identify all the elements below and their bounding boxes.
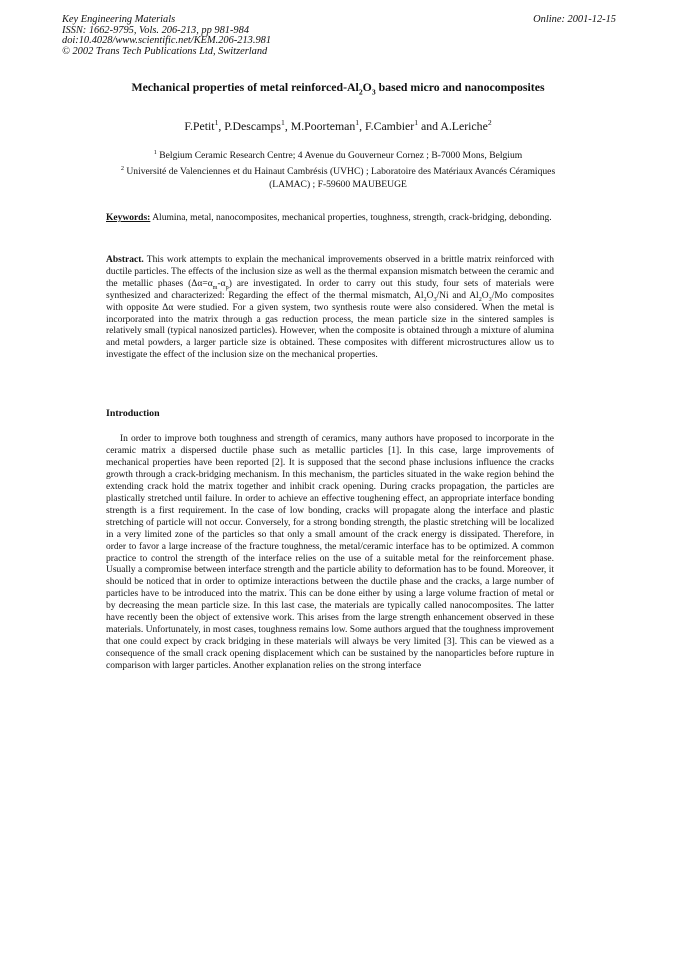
section-heading-introduction: Introduction — [106, 408, 160, 419]
author-affiliation-mark: 1 — [355, 118, 360, 128]
author: P.Descamps — [224, 119, 281, 133]
paper-title: Mechanical properties of metal reinforced-$Al_2O_3$ based micro and nanocomposites — [131, 80, 545, 97]
author-affiliation-mark: 1 — [214, 118, 219, 128]
affiliation-2: $^2$ Université de Valenciennes et du Hainaut Cambrésis (UVHC) ; Laboratoire des Matériaux Avancés Céramiques (LAMAC) ; F-59600 MAUBEUGE — [120, 164, 556, 190]
copyright-line: © 2002 Trans Tech Publications Ltd, Switzerland — [62, 45, 268, 57]
affiliation-1: $^1$ Belgium Ceramic Research Centre; 4 Avenue du Gouverneur Cornez ; B-7000 Mons, Belgium — [153, 148, 523, 161]
running-header — [62, 15, 362, 57]
abstract: Abstract. This work attempts to explain the mechanical improvements observed in a brittle matrix reinforced with ductile particles. The effects of the inclusion size as well as the thermal expansion mismatch between the ceramic and the metallic phases $(\Delta\alpha=\alpha_m-\alpha_p)$ are investigated. In order to carry out this study, four sets of materials were synthesized and characterized: Regarding the effect of the thermal mismatch, $Al_2O_3/Ni$ and $Al_2O_3/Mo$ composites with opposite Δα were studied. For a given system, two synthesis route were also considered. When the metal is incorporated into the matrix through a gas reduction process, the mean particle size in the sintered samples is relatively small (typical nanosized particles). However, when the composite is obtained through a mixture of alumina and metal powders, a larger particle size is obtained. These composites with different microstructures allow us to investigate the effect of the inclusion size on the mechanical properties. — [106, 255, 554, 361]
abstract-label: Abstract. — [106, 255, 144, 265]
doi-line: doi:10.4028/www.scientific.net/KEM.206-213.981 — [62, 35, 272, 47]
author: A.Leriche — [440, 119, 488, 133]
keywords-label: Keywords: — [106, 213, 151, 223]
online-date: Online: 2001-12-15 — [533, 14, 616, 25]
author-affiliation-mark: 1 — [280, 118, 285, 128]
author-affiliation-mark: 2 — [487, 118, 492, 128]
author-list: F.Petit$^1$, P.Descamps$^1$, M.Poorteman$^1$, F.Cambier$^1$ and A.Leriche$^2$ — [184, 118, 492, 133]
keywords-text: Alumina, metal, nanocomposites, mechanical properties, toughness, strength, crack-bridging, debonding. — [152, 213, 552, 223]
issn-line: ISSN: 1662-9795, Vols. 206-213, pp 981-984 — [62, 24, 250, 36]
journal-name: Key Engineering Materials — [62, 14, 176, 25]
keywords — [106, 213, 554, 225]
author: F.Cambier — [365, 119, 415, 133]
author: F.Petit — [184, 119, 215, 133]
introduction-body: In order to improve both toughness and strength of ceramics, many authors have proposed to incorporate in the ceramic matrix a dispersed ductile phase such as metallic particles [1]. In this case, large improvements of mechanical properties have been reported [2]. It is supposed that the second phase inclusions influence the cracks growth through a crack-bridging mechanism. In this mechanism, the particles situated in the wake region behind the extending crack hold the matrix together and inhibit crack opening. During cracks propagation, the particles are plastically stretched until failure. In order to achieve an effective toughening effect, an appropriate interface bonding strength is a first requirement. In the case of low bonding, cracks will propagate along the interface and plastic stretching of particle will not occur. Conversely, for a strong bonding strength, the plastic stretching will be localized in a very limited zone of the particles so that only a small amount of the crack energy is dissipated. Therefore, in order to favor a large increase of the fracture toughness, the metal/ceramic interface has to be optimized. A common practice to control the strength of the interface relies on the use of a suitable metal for the reinforcement phase. Usually a compromise between interface strength and the particle ability to deformation has to be found. Moreover, it should be noticed that in order to optimize interactions between the ductile phase and the cracks, a large number of particles have to be introduced into the matrix. This can be done either by using a large volume fraction of metal or by decreasing the mean particle size. In this last case, the materials are typically called nanocomposites. The latter have recently been the object of extensive work. This arises from the large strength enhancement observed in these materials. Unfortunately, in most cases, toughness remains low. Some authors argued that the toughness improvement that one could expect by crack bridging in these materials will always be very limited [3]. This can be viewed as a consequence of the small crack opening displacement which can be sustained by the nanoparticles before rupture in comparison with larger particles. Another explanation relies on the strong interface — [106, 434, 554, 672]
author-affiliation-mark: 1 — [414, 118, 419, 128]
author: M.Poorteman — [290, 119, 356, 133]
